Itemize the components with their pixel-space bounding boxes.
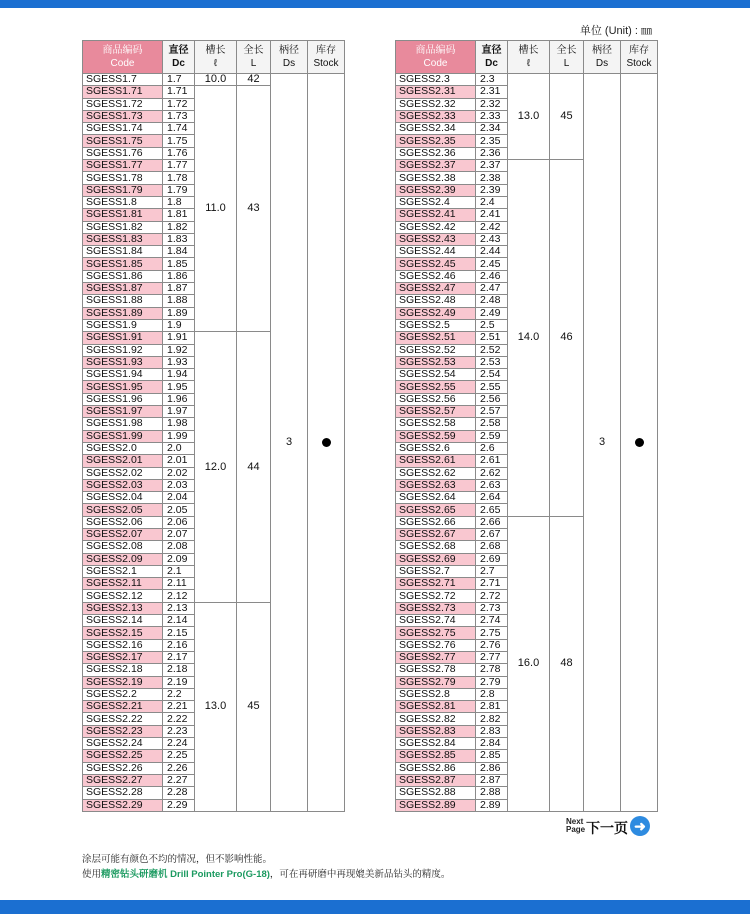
next-page-label: 下一页	[586, 820, 628, 836]
product-code: SGESS2.83	[396, 725, 476, 737]
diameter-value: 2.49	[476, 307, 508, 319]
header-shank-diameter: 柄径 Ds	[584, 41, 621, 74]
product-code: SGESS2.77	[396, 651, 476, 663]
diameter-value: 1.9	[163, 319, 195, 331]
diameter-value: 2.88	[476, 787, 508, 799]
diameter-value: 1.86	[163, 270, 195, 282]
diameter-value: 2.08	[163, 541, 195, 553]
table-row	[396, 74, 658, 86]
product-code: SGESS2.06	[83, 516, 163, 528]
product-code: SGESS1.86	[83, 270, 163, 282]
product-code: SGESS2.56	[396, 393, 476, 405]
diameter-value: 2.21	[163, 701, 195, 713]
top-accent-bar	[0, 0, 750, 8]
product-code: SGESS2.85	[396, 750, 476, 762]
diameter-value: 2.38	[476, 172, 508, 184]
product-code: SGESS2.43	[396, 233, 476, 245]
product-code: SGESS1.7	[83, 74, 163, 86]
header-code: 商品编码 Code	[396, 41, 476, 74]
header-diameter: 直径 Dc	[476, 41, 508, 74]
product-code: SGESS2.28	[83, 787, 163, 799]
product-code: SGESS2.73	[396, 602, 476, 614]
product-code: SGESS2.59	[396, 430, 476, 442]
diameter-value: 2.12	[163, 590, 195, 602]
note-regrind: 使用精密钻头研磨机 Drill Pointer Pro(G-18)，可在再研磨中再现媲美新品钻头的精度。	[82, 869, 451, 880]
diameter-value: 2.89	[476, 799, 508, 811]
header-flute-length: 槽长 ℓ	[195, 41, 237, 74]
diameter-value: 1.71	[163, 86, 195, 98]
product-code: SGESS2.65	[396, 504, 476, 516]
diameter-value: 1.91	[163, 332, 195, 344]
diameter-value: 2.81	[476, 701, 508, 713]
diameter-value: 2.69	[476, 553, 508, 565]
product-code: SGESS2.74	[396, 615, 476, 627]
product-code: SGESS2.66	[396, 516, 476, 528]
shank-diameter-value: 3	[271, 74, 308, 812]
product-code: SGESS2.61	[396, 455, 476, 467]
product-code: SGESS2.36	[396, 147, 476, 159]
product-code: SGESS2.76	[396, 639, 476, 651]
product-code: SGESS2.2	[83, 688, 163, 700]
product-code: SGESS2.3	[396, 74, 476, 86]
diameter-value: 2.24	[163, 738, 195, 750]
product-code: SGESS2.02	[83, 467, 163, 479]
product-code: SGESS2.69	[396, 553, 476, 565]
product-code: SGESS2.89	[396, 799, 476, 811]
product-code: SGESS2.44	[396, 246, 476, 258]
diameter-value: 2.18	[163, 664, 195, 676]
diameter-value: 2.8	[476, 688, 508, 700]
product-code: SGESS2.75	[396, 627, 476, 639]
diameter-value: 2.29	[163, 799, 195, 811]
table-row	[83, 74, 345, 86]
header-code: 商品编码 Code	[83, 41, 163, 74]
diameter-value: 1.97	[163, 406, 195, 418]
product-code: SGESS1.88	[83, 295, 163, 307]
product-code: SGESS2.5	[396, 319, 476, 331]
diameter-value: 2.17	[163, 651, 195, 663]
diameter-value: 2.32	[476, 98, 508, 110]
diameter-value: 2.4	[476, 196, 508, 208]
flute-length-value: 10.0	[195, 74, 237, 86]
product-code: SGESS2.22	[83, 713, 163, 725]
product-code: SGESS1.97	[83, 406, 163, 418]
diameter-value: 2.56	[476, 393, 508, 405]
product-code: SGESS2.53	[396, 356, 476, 368]
diameter-value: 2.46	[476, 270, 508, 282]
diameter-value: 2.39	[476, 184, 508, 196]
spec-table-left	[82, 40, 345, 812]
product-code: SGESS2.7	[396, 565, 476, 577]
product-code: SGESS1.93	[83, 356, 163, 368]
product-code: SGESS1.89	[83, 307, 163, 319]
product-code: SGESS2.84	[396, 738, 476, 750]
diameter-value: 1.89	[163, 307, 195, 319]
product-code: SGESS1.76	[83, 147, 163, 159]
diameter-value: 2.07	[163, 528, 195, 540]
diameter-value: 2.87	[476, 774, 508, 786]
diameter-value: 2.19	[163, 676, 195, 688]
diameter-value: 2.15	[163, 627, 195, 639]
product-code: SGESS2.09	[83, 553, 163, 565]
diameter-value: 2.25	[163, 750, 195, 762]
product-code: SGESS2.63	[396, 479, 476, 491]
diameter-value: 1.98	[163, 418, 195, 430]
spec-table-right	[395, 40, 658, 812]
product-code: SGESS2.68	[396, 541, 476, 553]
product-code: SGESS2.01	[83, 455, 163, 467]
stock-cell	[621, 74, 658, 812]
header-stock: 库存 Stock	[308, 41, 345, 74]
product-code: SGESS2.19	[83, 676, 163, 688]
product-code: SGESS1.8	[83, 196, 163, 208]
diameter-value: 2.3	[476, 74, 508, 86]
flute-length-value: 11.0	[195, 86, 237, 332]
product-code: SGESS2.24	[83, 738, 163, 750]
diameter-value: 2.16	[163, 639, 195, 651]
product-code: SGESS1.81	[83, 209, 163, 221]
product-code: SGESS2.26	[83, 762, 163, 774]
diameter-value: 2.11	[163, 578, 195, 590]
diameter-value: 2.7	[476, 565, 508, 577]
product-code: SGESS2.16	[83, 639, 163, 651]
product-code: SGESS2.58	[396, 418, 476, 430]
footnotes	[82, 852, 450, 882]
spec-table-left-body	[83, 74, 345, 812]
diameter-value: 1.7	[163, 74, 195, 86]
product-code: SGESS2.34	[396, 123, 476, 135]
diameter-value: 2.85	[476, 750, 508, 762]
product-code: SGESS2.67	[396, 528, 476, 540]
product-code: SGESS1.78	[83, 172, 163, 184]
diameter-value: 2.42	[476, 221, 508, 233]
product-code: SGESS2.51	[396, 332, 476, 344]
diameter-value: 1.81	[163, 209, 195, 221]
product-code: SGESS2.79	[396, 676, 476, 688]
diameter-value: 1.82	[163, 221, 195, 233]
diameter-value: 2.84	[476, 738, 508, 750]
diameter-value: 1.93	[163, 356, 195, 368]
product-code: SGESS1.94	[83, 369, 163, 381]
diameter-value: 2.66	[476, 516, 508, 528]
diameter-value: 2.72	[476, 590, 508, 602]
product-code: SGESS2.13	[83, 602, 163, 614]
product-code: SGESS2.0	[83, 442, 163, 454]
diameter-value: 1.99	[163, 430, 195, 442]
product-code: SGESS1.96	[83, 393, 163, 405]
product-code: SGESS2.27	[83, 774, 163, 786]
product-code: SGESS2.33	[396, 110, 476, 122]
diameter-value: 2.22	[163, 713, 195, 725]
product-code: SGESS2.87	[396, 774, 476, 786]
product-code: SGESS2.25	[83, 750, 163, 762]
diameter-value: 1.84	[163, 246, 195, 258]
product-code: SGESS2.11	[83, 578, 163, 590]
diameter-value: 1.88	[163, 295, 195, 307]
product-code: SGESS2.37	[396, 160, 476, 172]
product-code: SGESS2.17	[83, 651, 163, 663]
product-code: SGESS1.71	[83, 86, 163, 98]
product-code: SGESS2.55	[396, 381, 476, 393]
diameter-value: 2.44	[476, 246, 508, 258]
diameter-value: 2.48	[476, 295, 508, 307]
overall-length-value: 44	[237, 332, 271, 603]
diameter-value: 1.87	[163, 283, 195, 295]
diameter-value: 2.63	[476, 479, 508, 491]
product-code: SGESS2.41	[396, 209, 476, 221]
product-code: SGESS2.64	[396, 492, 476, 504]
product-code: SGESS1.72	[83, 98, 163, 110]
diameter-value: 2.36	[476, 147, 508, 159]
diameter-value: 2.05	[163, 504, 195, 516]
diameter-value: 1.96	[163, 393, 195, 405]
diameter-value: 2.51	[476, 332, 508, 344]
product-code: SGESS1.84	[83, 246, 163, 258]
drill-pointer-link[interactable]: 精密钻头研磨机 Drill Pointer Pro(G-18)	[101, 869, 270, 880]
overall-length-value: 43	[237, 86, 271, 332]
diameter-value: 2.01	[163, 455, 195, 467]
product-code: SGESS2.82	[396, 713, 476, 725]
flute-length-value: 12.0	[195, 332, 237, 603]
product-code: SGESS2.29	[83, 799, 163, 811]
product-code: SGESS1.74	[83, 123, 163, 135]
product-code: SGESS1.95	[83, 381, 163, 393]
note-coating: 涂层可能有颜色不均的情况，但不影响性能。	[82, 854, 273, 865]
diameter-value: 1.94	[163, 369, 195, 381]
product-code: SGESS2.8	[396, 688, 476, 700]
product-code: SGESS1.85	[83, 258, 163, 270]
header-overall-length: 全长 L	[237, 41, 271, 74]
product-code: SGESS1.99	[83, 430, 163, 442]
product-code: SGESS1.79	[83, 184, 163, 196]
diameter-value: 2.73	[476, 602, 508, 614]
diameter-value: 2.61	[476, 455, 508, 467]
product-code: SGESS2.49	[396, 307, 476, 319]
product-code: SGESS2.81	[396, 701, 476, 713]
diameter-value: 1.83	[163, 233, 195, 245]
diameter-value: 2.74	[476, 615, 508, 627]
product-code: SGESS2.88	[396, 787, 476, 799]
header-overall-length: 全长 L	[550, 41, 584, 74]
diameter-value: 2.35	[476, 135, 508, 147]
diameter-value: 1.79	[163, 184, 195, 196]
diameter-value: 2.67	[476, 528, 508, 540]
product-code: SGESS2.05	[83, 504, 163, 516]
diameter-value: 2.45	[476, 258, 508, 270]
diameter-value: 2.13	[163, 602, 195, 614]
product-code: SGESS2.35	[396, 135, 476, 147]
in-stock-dot-icon	[635, 438, 644, 447]
product-code: SGESS1.75	[83, 135, 163, 147]
diameter-value: 2.68	[476, 541, 508, 553]
product-code: SGESS1.98	[83, 418, 163, 430]
product-code: SGESS1.91	[83, 332, 163, 344]
diameter-value: 1.72	[163, 98, 195, 110]
bottom-accent-bar	[0, 900, 750, 914]
diameter-value: 2.52	[476, 344, 508, 356]
diameter-value: 1.92	[163, 344, 195, 356]
product-code: SGESS2.62	[396, 467, 476, 479]
product-code: SGESS2.54	[396, 369, 476, 381]
product-code: SGESS2.1	[83, 565, 163, 577]
arrow-right-icon[interactable]: ➜	[630, 816, 650, 836]
diameter-value: 2.34	[476, 123, 508, 135]
product-code: SGESS2.32	[396, 98, 476, 110]
product-code: SGESS2.14	[83, 615, 163, 627]
diameter-value: 2.79	[476, 676, 508, 688]
product-code: SGESS2.57	[396, 406, 476, 418]
product-code: SGESS2.08	[83, 541, 163, 553]
diameter-value: 2.76	[476, 639, 508, 651]
flute-length-value: 14.0	[508, 160, 550, 517]
diameter-value: 2.43	[476, 233, 508, 245]
diameter-value: 2.83	[476, 725, 508, 737]
product-code: SGESS1.9	[83, 319, 163, 331]
overall-length-value: 45	[550, 74, 584, 160]
header-stock: 库存 Stock	[621, 41, 658, 74]
diameter-value: 2.02	[163, 467, 195, 479]
product-code: SGESS1.82	[83, 221, 163, 233]
diameter-value: 2.26	[163, 762, 195, 774]
diameter-value: 2.53	[476, 356, 508, 368]
in-stock-dot-icon	[322, 438, 331, 447]
next-page-small-label: Next Page	[566, 817, 586, 834]
stock-cell	[308, 74, 345, 812]
diameter-value: 2.57	[476, 406, 508, 418]
flute-length-value: 13.0	[508, 74, 550, 160]
diameter-value: 2.78	[476, 664, 508, 676]
diameter-value: 2.33	[476, 110, 508, 122]
diameter-value: 2.65	[476, 504, 508, 516]
overall-length-value: 45	[237, 602, 271, 811]
product-code: SGESS1.83	[83, 233, 163, 245]
diameter-value: 2.09	[163, 553, 195, 565]
unit-label: 单位 (Unit) : ㎜	[579, 25, 652, 37]
product-code: SGESS2.12	[83, 590, 163, 602]
flute-length-value: 13.0	[195, 602, 237, 811]
product-code: SGESS2.46	[396, 270, 476, 282]
product-code: SGESS2.42	[396, 221, 476, 233]
diameter-value: 2.1	[163, 565, 195, 577]
product-code: SGESS2.6	[396, 442, 476, 454]
product-code: SGESS2.18	[83, 664, 163, 676]
diameter-value: 1.75	[163, 135, 195, 147]
diameter-value: 1.77	[163, 160, 195, 172]
diameter-value: 1.95	[163, 381, 195, 393]
diameter-value: 1.78	[163, 172, 195, 184]
diameter-value: 1.8	[163, 196, 195, 208]
product-code: SGESS1.92	[83, 344, 163, 356]
product-code: SGESS2.78	[396, 664, 476, 676]
product-code: SGESS1.73	[83, 110, 163, 122]
diameter-value: 2.59	[476, 430, 508, 442]
diameter-value: 2.77	[476, 651, 508, 663]
product-code: SGESS2.86	[396, 762, 476, 774]
diameter-value: 2.03	[163, 479, 195, 491]
diameter-value: 2.86	[476, 762, 508, 774]
overall-length-value: 42	[237, 74, 271, 86]
product-code: SGESS2.48	[396, 295, 476, 307]
header-shank-diameter: 柄径 Ds	[271, 41, 308, 74]
diameter-value: 2.37	[476, 160, 508, 172]
product-code: SGESS2.52	[396, 344, 476, 356]
shank-diameter-value: 3	[584, 74, 621, 812]
diameter-value: 2.41	[476, 209, 508, 221]
product-code: SGESS2.38	[396, 172, 476, 184]
diameter-value: 2.55	[476, 381, 508, 393]
diameter-value: 2.06	[163, 516, 195, 528]
diameter-value: 2.2	[163, 688, 195, 700]
diameter-value: 1.85	[163, 258, 195, 270]
diameter-value: 1.74	[163, 123, 195, 135]
product-code: SGESS2.71	[396, 578, 476, 590]
diameter-value: 2.62	[476, 467, 508, 479]
product-code: SGESS2.21	[83, 701, 163, 713]
diameter-value: 2.23	[163, 725, 195, 737]
diameter-value: 2.47	[476, 283, 508, 295]
diameter-value: 2.14	[163, 615, 195, 627]
product-code: SGESS2.72	[396, 590, 476, 602]
diameter-value: 1.76	[163, 147, 195, 159]
diameter-value: 2.75	[476, 627, 508, 639]
overall-length-value: 46	[550, 160, 584, 517]
flute-length-value: 16.0	[508, 516, 550, 811]
product-code: SGESS2.23	[83, 725, 163, 737]
product-code: SGESS2.04	[83, 492, 163, 504]
diameter-value: 2.54	[476, 369, 508, 381]
product-code: SGESS2.39	[396, 184, 476, 196]
product-code: SGESS2.47	[396, 283, 476, 295]
product-code: SGESS1.77	[83, 160, 163, 172]
product-code: SGESS2.4	[396, 196, 476, 208]
diameter-value: 2.04	[163, 492, 195, 504]
diameter-value: 2.31	[476, 86, 508, 98]
overall-length-value: 48	[550, 516, 584, 811]
header-diameter: 直径 Dc	[163, 41, 195, 74]
product-code: SGESS2.15	[83, 627, 163, 639]
diameter-value: 1.73	[163, 110, 195, 122]
diameter-value: 2.5	[476, 319, 508, 331]
header-flute-length: 槽长 ℓ	[508, 41, 550, 74]
diameter-value: 2.58	[476, 418, 508, 430]
diameter-value: 2.6	[476, 442, 508, 454]
diameter-value: 2.27	[163, 774, 195, 786]
diameter-value: 2.28	[163, 787, 195, 799]
diameter-value: 2.0	[163, 442, 195, 454]
spec-table-right-body	[396, 74, 658, 812]
product-code: SGESS2.31	[396, 86, 476, 98]
diameter-value: 2.64	[476, 492, 508, 504]
product-code: SGESS1.87	[83, 283, 163, 295]
diameter-value: 2.71	[476, 578, 508, 590]
product-code: SGESS2.03	[83, 479, 163, 491]
product-code: SGESS2.07	[83, 528, 163, 540]
diameter-value: 2.82	[476, 713, 508, 725]
product-code: SGESS2.45	[396, 258, 476, 270]
